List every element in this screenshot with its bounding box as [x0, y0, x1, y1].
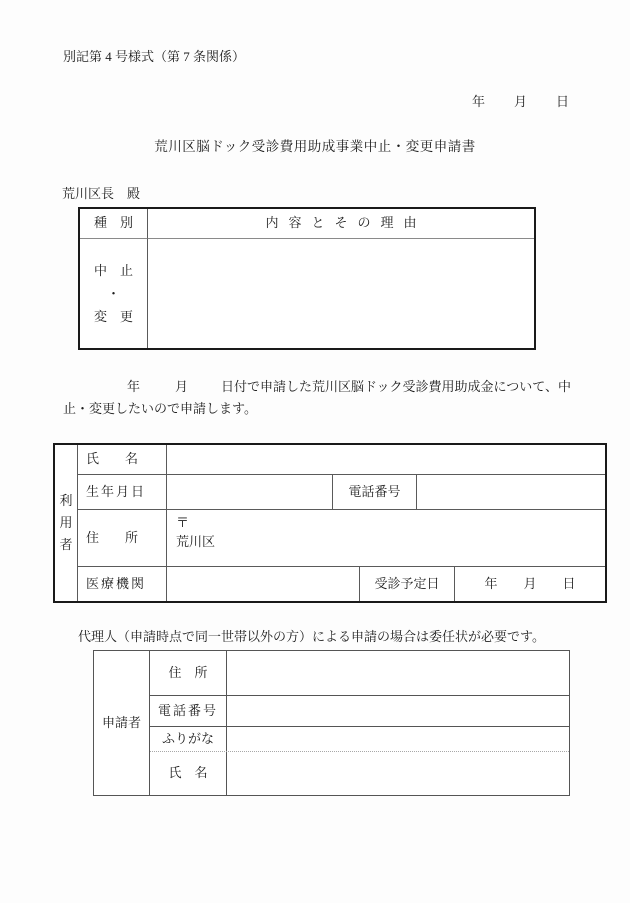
applicant-table — [93, 650, 570, 796]
proxy-note: 代理人（申請時点で同一世帯以外の方）による申請の場合は委任状が必要です。 — [78, 629, 545, 644]
content-reason-header-cell: 内容とその理由 — [148, 209, 534, 239]
form-title: 荒川区脳ドック受診費用助成事業中止・変更申請書 — [154, 139, 476, 154]
applicant-address-label: 住 所 — [150, 651, 227, 695]
user-phone-label: 電話番号 — [333, 475, 417, 509]
user-group-label: 利用者 — [59, 493, 73, 552]
applicant-name-field[interactable] — [227, 752, 569, 795]
application-date-line — [472, 94, 569, 111]
applicant-phone-label: 電話番号 — [150, 696, 227, 726]
address-prefill: 荒川区 — [176, 534, 216, 549]
postal-mark: 〒 — [176, 515, 190, 530]
visit-date-label: 受診予定日 — [360, 567, 455, 601]
user-birthdate-label: 生年月日 — [78, 475, 167, 509]
date-year-label: 年 — [472, 94, 486, 109]
type-line-change: 変 更 — [93, 309, 133, 324]
visit-month-label: 月 — [523, 575, 537, 591]
type-line-cancel: 中 止 — [93, 263, 133, 278]
user-table — [53, 443, 607, 603]
user-phone-field[interactable] — [417, 475, 605, 509]
applicant-phone-field[interactable] — [227, 696, 569, 726]
medical-institution-label: 医療機関 — [78, 567, 167, 601]
statement-line1 — [127, 379, 571, 396]
statement-line2: 止・変更したいので申請します。 — [63, 401, 257, 416]
type-header-cell: 種 別 — [80, 209, 148, 239]
type-reason-table — [78, 207, 536, 350]
user-address-field[interactable] — [167, 510, 605, 566]
applicant-group-label: 申請者 — [94, 651, 150, 795]
applicant-name-label: 氏 名 — [150, 752, 227, 795]
type-line-dot: ・ — [106, 286, 120, 301]
cancel-change-type-cell — [80, 239, 148, 348]
statement-year-label: 年 — [127, 379, 141, 394]
visit-year-label: 年 — [484, 575, 498, 591]
applicant-furigana-label: ふりがな — [150, 727, 227, 751]
addressee: 荒川区長 殿 — [62, 186, 141, 201]
visit-day-label: 日 — [562, 575, 576, 591]
user-group-cell — [55, 445, 78, 601]
user-address-label: 住 所 — [78, 510, 167, 566]
visit-date-field[interactable] — [455, 567, 605, 601]
applicant-address-field[interactable] — [227, 651, 569, 695]
statement-month-label: 月 — [175, 379, 189, 394]
medical-institution-field[interactable] — [167, 567, 360, 601]
content-reason-field[interactable] — [148, 239, 534, 348]
user-name-field[interactable] — [167, 445, 605, 474]
applicant-furigana-field[interactable] — [227, 727, 569, 751]
form-code: 別記第 4 号様式（第 7 条関係） — [63, 49, 246, 64]
user-name-label: 氏 名 — [78, 445, 167, 474]
date-month-label: 月 — [514, 94, 528, 109]
user-birthdate-field[interactable] — [167, 475, 333, 509]
date-day-label: 日 — [556, 94, 570, 109]
statement-line1-rest: 日付で申請した荒川区脳ドック受診費用助成金について、中 — [221, 379, 571, 394]
